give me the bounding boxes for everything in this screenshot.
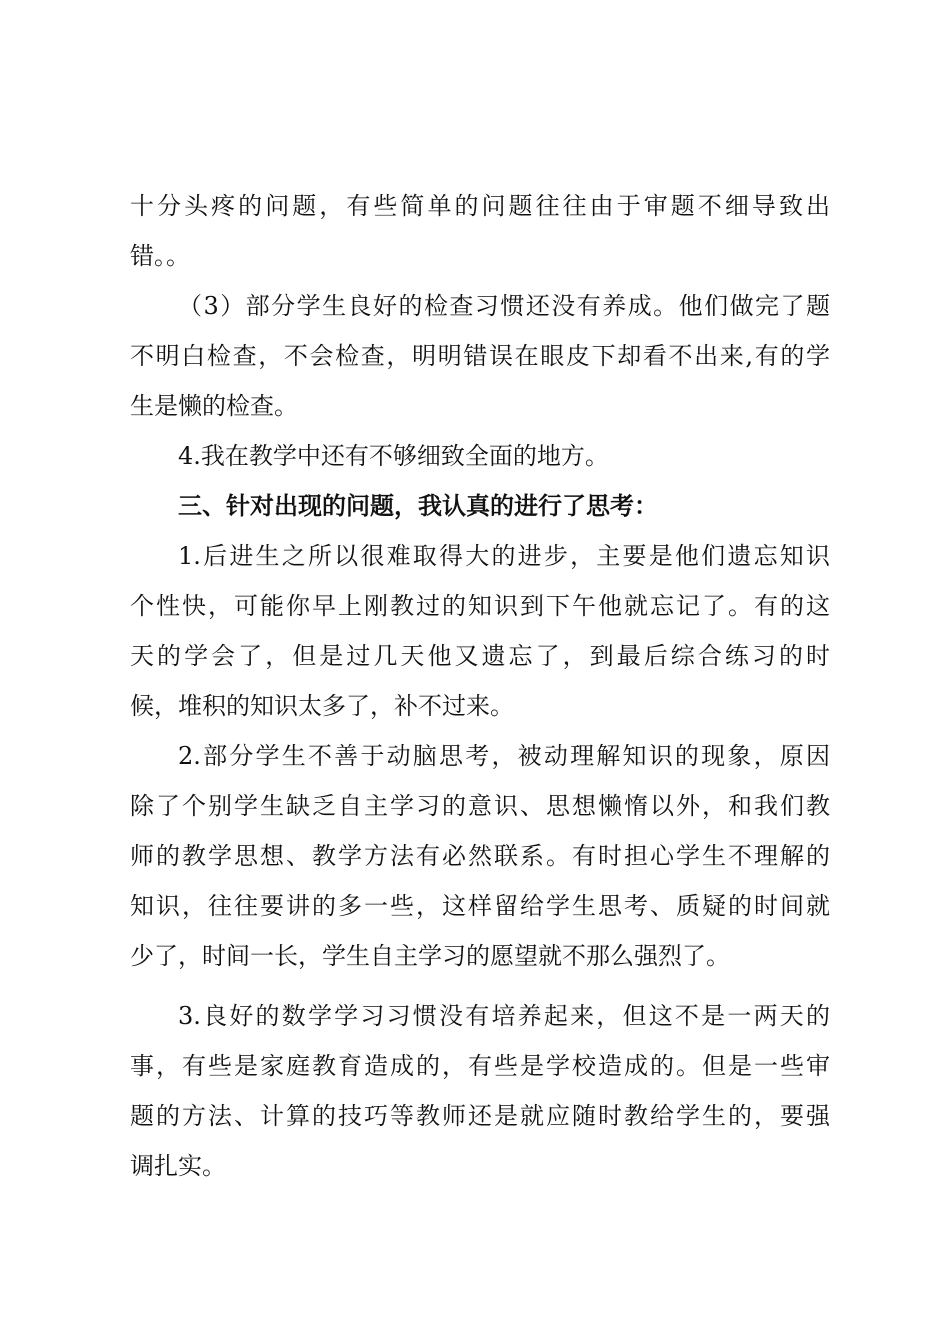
text-line: 调扎实。 xyxy=(130,1152,226,1180)
text-line: 1.后进生之所以很难取得大的进步，主要是他们遗忘知识 xyxy=(178,542,830,570)
text-line: 个性快，可能你早上刚教过的知识到下午他就忘记了。有的这 xyxy=(130,592,830,620)
text-line: （3）部分学生良好的检查习惯还没有养成。他们做完了题 xyxy=(178,292,830,320)
text-line: 4.我在教学中还有不够细致全面的地方。 xyxy=(178,442,609,470)
text-line: 题的方法、计算的技巧等教师还是就应随时教给学生的，要强 xyxy=(130,1102,830,1130)
text-line: 少了，时间一长，学生自主学习的愿望就不那么强烈了。 xyxy=(130,942,730,970)
text-line: 师的教学思想、教学方法有必然联系。有时担心学生不理解的 xyxy=(130,842,830,870)
section-heading: 三、针对出现的问题，我认真的进行了思考： xyxy=(178,492,658,520)
text-line: 十分头疼的问题，有些简单的问题往往由于审题不细导致出 xyxy=(130,192,830,220)
text-line: 事，有些是家庭教育造成的，有些是学校造成的。但是一些审 xyxy=(130,1052,830,1080)
text-line: 除了个别学生缺乏自主学习的意识、思想懒惰以外，和我们教 xyxy=(130,792,830,820)
text-line: 天的学会了，但是过几天他又遗忘了，到最后综合练习的时 xyxy=(130,642,830,670)
text-line: 不明白检查，不会检查，明明错误在眼皮下却看不出来,有的学 xyxy=(130,342,830,370)
text-line: 候，堆积的知识太多了，补不过来。 xyxy=(130,692,514,720)
text-line: 生是懒的检查。 xyxy=(130,392,298,420)
text-line: 3.良好的数学学习习惯没有培养起来，但这不是一两天的 xyxy=(178,1002,830,1030)
text-line: 2.部分学生不善于动脑思考，被动理解知识的现象，原因 xyxy=(178,742,830,770)
text-line: 知识，往往要讲的多一些，这样留给学生思考、质疑的时间就 xyxy=(130,892,830,920)
text-line: 错。。 xyxy=(130,242,190,270)
